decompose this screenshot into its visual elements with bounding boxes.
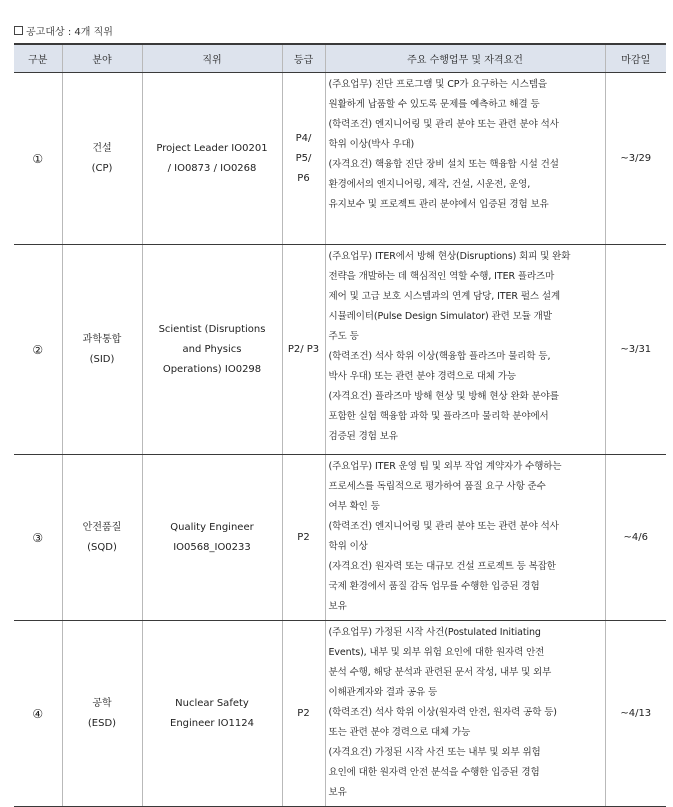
field-name: 건설	[92, 142, 112, 154]
checkbox-square-icon	[14, 26, 23, 35]
duties-cell	[325, 73, 605, 245]
row-number: ②	[14, 245, 62, 455]
duty-line: (주요업무) ITER 운영 팀 및 외부 작업 계약자가 수행하는	[328, 461, 562, 472]
position-line: Engineer IO1124	[170, 717, 254, 729]
position-cell	[142, 245, 282, 455]
row-number: ③	[14, 455, 62, 621]
duty-line: 박사 우대) 또는 관련 분야 경력으로 대체 가능	[328, 371, 516, 382]
position-line: IO0568_IO0233	[173, 541, 251, 553]
duty-line: 제어 및 고급 보호 시스템과의 연계 담당, ITER 펄스 설계	[328, 291, 561, 302]
field-code: (CP)	[91, 162, 113, 174]
duty-line: (학력조건) 엔지니어링 및 관리 분야 또는 관련 분야 석사	[328, 119, 559, 130]
table-row	[14, 73, 666, 245]
duty-line: 유지보수 및 프로젝트 관리 분야에서 입증된 경험 보유	[328, 199, 549, 210]
field-cell	[62, 73, 142, 245]
duty-line: (자격요건) 가정된 시작 사건 또는 내부 및 외부 위험	[328, 747, 541, 758]
position-line: and Physics	[182, 343, 242, 355]
duty-line: 학위 이상(박사 우대)	[328, 139, 415, 150]
header-duties: 주요 수행업무 및 자격요건	[325, 44, 605, 73]
field-cell	[62, 455, 142, 621]
grade-line: P2/ P3	[287, 343, 320, 355]
header-grade: 등급	[282, 44, 325, 73]
duty-line: 전략을 개발하는 데 핵심적인 역할 수행, ITER 플라즈마	[328, 271, 555, 282]
deadline-cell: ~4/6	[605, 455, 666, 621]
deadline-cell: ~3/31	[605, 245, 666, 455]
row-number: ④	[14, 621, 62, 807]
position-line: Quality Engineer	[170, 521, 254, 533]
field-code: (SID)	[89, 353, 115, 365]
position-line: / IO0873 / IO0268	[167, 162, 257, 174]
duty-line: 요인에 대한 원자력 안전 분석을 수행한 입증된 경험	[328, 767, 540, 778]
duty-line: (학력조건) 석사 학위 이상(원자력 안전, 원자력 공학 등)	[328, 707, 557, 718]
field-name: 안전품질	[82, 521, 122, 533]
caption-text: 공고대상 : 4개 직위	[26, 27, 113, 38]
grade-line: P2	[297, 531, 310, 543]
field-code: (SQD)	[87, 541, 117, 553]
duty-line: 보유	[328, 601, 347, 612]
row-number: ①	[14, 73, 62, 245]
duty-line: 환경에서의 엔지니어링, 제작, 건설, 시운전, 운영,	[328, 179, 531, 190]
grade-cell	[282, 455, 325, 621]
duty-line: 원활하게 납품할 수 있도록 문제를 예측하고 해결 등	[328, 99, 540, 110]
field-name: 과학통합	[82, 333, 122, 345]
duty-line: 포함한 실험 핵융합 과학 및 플라즈마 물리학 분야에서	[328, 411, 549, 422]
duties-cell	[325, 245, 605, 455]
position-cell	[142, 455, 282, 621]
field-code: (ESD)	[87, 717, 117, 729]
grade-cell	[282, 73, 325, 245]
duty-line: (주요업무) ITER에서 방해 현상(Disruptions) 회피 및 완화	[328, 251, 571, 262]
duty-line: (자격요건) 핵융합 진단 장비 설치 또는 핵융합 시설 건설	[328, 159, 559, 170]
duty-line: 또는 관련 분야 경력으로 대체 가능	[328, 727, 471, 738]
duty-line: (주요업무) 진단 프로그램 및 CP가 요구하는 시스템을	[328, 79, 547, 90]
duty-line: 주도 등	[328, 331, 359, 342]
duty-line: 시뮬레이터(Pulse Design Simulator) 관련 모듈 개발	[328, 311, 552, 322]
header-position: 직위	[142, 44, 282, 73]
grade-line: P4/	[295, 132, 312, 144]
header-deadline: 마감일	[605, 44, 666, 73]
duty-line: 국제 환경에서 품질 감독 업무를 수행한 입증된 경험	[328, 581, 540, 592]
position-cell	[142, 73, 282, 245]
position-line: Scientist (Disruptions	[158, 323, 266, 335]
grade-line: P2	[297, 707, 310, 719]
deadline-cell: ~4/13	[605, 621, 666, 807]
duty-line: 분석 수행, 해당 분석과 관련된 문서 작성, 내부 및 외부	[328, 667, 552, 678]
duty-line: (자격요건) 원자력 또는 대규모 건설 프로젝트 등 복잡한	[328, 561, 556, 572]
duty-line: 여부 확인 등	[328, 501, 380, 512]
duty-line: (학력조건) 엔지니어링 및 관리 분야 또는 관련 분야 석사	[328, 521, 559, 532]
position-line: Nuclear Safety	[175, 697, 249, 709]
table-row	[14, 245, 666, 455]
duty-line: Events), 내부 및 외부 위험 요인에 대한 원자력 안전	[328, 647, 545, 658]
table-row	[14, 455, 666, 621]
duty-line: 프로세스를 독립적으로 평가하여 품질 요구 사항 준수	[328, 481, 546, 492]
header-field: 분야	[62, 44, 142, 73]
duty-line: 이해관계자와 결과 공유 등	[328, 687, 438, 698]
position-line: Operations) IO0298	[162, 363, 262, 375]
position-line: Project Leader IO0201	[156, 142, 268, 154]
duty-line: (학력조건) 석사 학위 이상(핵융합 플라즈마 물리학 등,	[328, 351, 551, 362]
duty-line: (주요업무) 가정된 시작 사건(Postulated Initiating	[328, 627, 541, 638]
grade-line: P5/	[295, 152, 312, 164]
table-header	[14, 44, 666, 73]
table-caption	[14, 23, 113, 38]
duty-line: 학위 이상	[328, 541, 368, 552]
duty-line: 보유	[328, 787, 347, 798]
duties-cell	[325, 455, 605, 621]
deadline-cell: ~3/29	[605, 73, 666, 245]
duty-line: (자격요건) 플라즈마 방해 현상 및 방해 현상 완화 분야를	[328, 391, 559, 402]
field-cell	[62, 245, 142, 455]
job-posting-table	[14, 43, 666, 807]
grade-line: P6	[297, 172, 310, 184]
duty-line: 검증된 경험 보유	[328, 431, 398, 442]
header-category: 구분	[14, 44, 62, 73]
grade-cell	[282, 245, 325, 455]
field-name: 공학	[92, 697, 112, 709]
